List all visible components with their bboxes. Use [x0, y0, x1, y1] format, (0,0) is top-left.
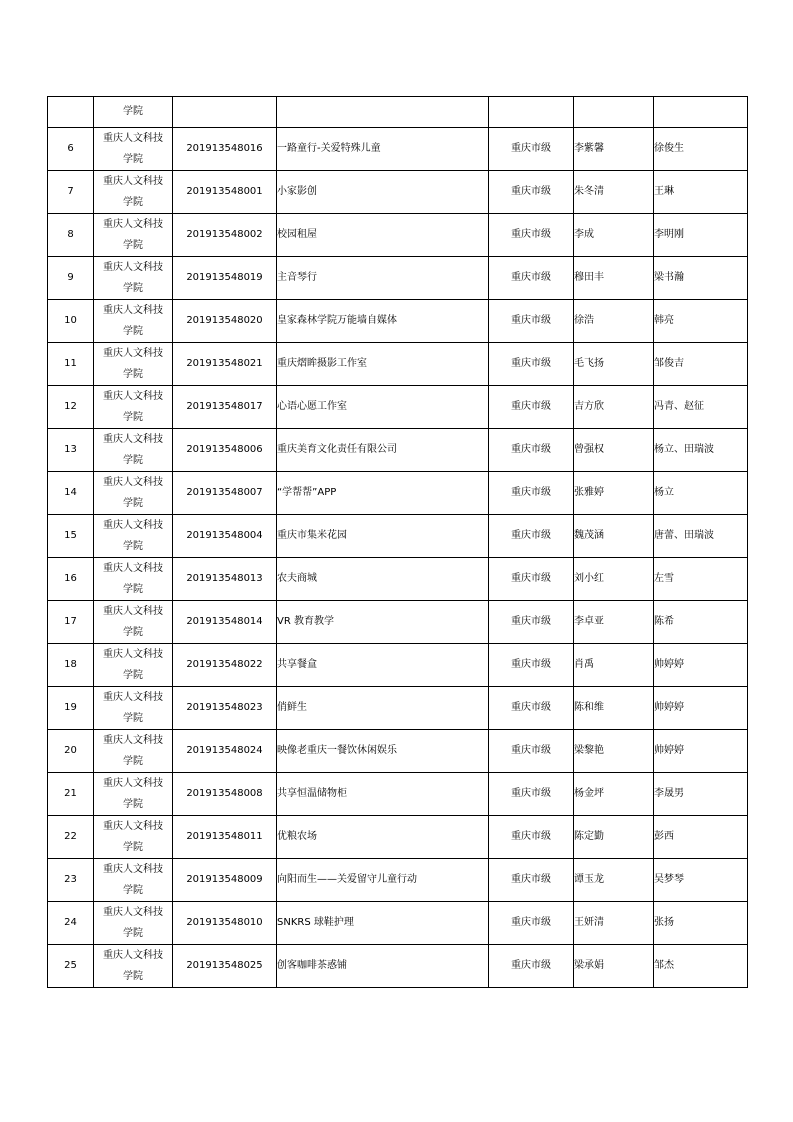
cell-advisor: 吴梦琴 — [654, 859, 748, 902]
cell-code: 201913548006 — [173, 429, 277, 472]
cell-school — [94, 97, 173, 128]
cell-leader: 李卓亚 — [574, 601, 654, 644]
cell-code: 201913548009 — [173, 859, 277, 902]
cell-project: 皇家森林学院万能墙自媒体 — [277, 300, 489, 343]
cell-project: VR 教育教学 — [277, 601, 489, 644]
cell-leader: 徐浩 — [574, 300, 654, 343]
cell-level: 重庆市级 — [489, 601, 574, 644]
school-line1: 重庆人文科技 — [103, 434, 163, 445]
cell-num: 24 — [48, 902, 94, 945]
school-line2: 学院 — [123, 971, 143, 982]
school-line2: 学院 — [123, 627, 143, 638]
cell-leader: 谭玉龙 — [574, 859, 654, 902]
cell-project: 创客咖啡茶惑铺 — [277, 945, 489, 988]
cell-advisor: 杨立 — [654, 472, 748, 515]
cell-code: 201913548014 — [173, 601, 277, 644]
school-line1: 重庆人文科技 — [103, 219, 163, 230]
school-line2: 学院 — [123, 197, 143, 208]
cell-leader: 杨金坪 — [574, 773, 654, 816]
cell-project: 重庆熠眸摄影工作室 — [277, 343, 489, 386]
school-line2: 学院 — [123, 106, 143, 117]
school-line1: 重庆人文科技 — [103, 649, 163, 660]
project-table-body — [48, 97, 748, 988]
school-line2: 学院 — [123, 240, 143, 251]
cell-num: 19 — [48, 687, 94, 730]
cell-leader: 毛飞扬 — [574, 343, 654, 386]
cell-project: 向阳而生——关爱留守儿童行动 — [277, 859, 489, 902]
cell-level: 重庆市级 — [489, 902, 574, 945]
school-line1: 重庆人文科技 — [103, 348, 163, 359]
cell-project: 主音琴行 — [277, 257, 489, 300]
table-row — [48, 859, 748, 902]
cell-num: 10 — [48, 300, 94, 343]
cell-school — [94, 601, 173, 644]
school-line2: 学院 — [123, 928, 143, 939]
table-row — [48, 300, 748, 343]
cell-advisor: 邹杰 — [654, 945, 748, 988]
cell-leader: 刘小红 — [574, 558, 654, 601]
cell-num: 14 — [48, 472, 94, 515]
cell-school — [94, 343, 173, 386]
cell-leader: 王妍清 — [574, 902, 654, 945]
cell-code: 201913548004 — [173, 515, 277, 558]
cell-project — [277, 97, 489, 128]
cell-level: 重庆市级 — [489, 515, 574, 558]
cell-num: 6 — [48, 128, 94, 171]
cell-level: 重庆市级 — [489, 859, 574, 902]
cell-code: 201913548019 — [173, 257, 277, 300]
cell-code: 201913548025 — [173, 945, 277, 988]
cell-level: 重庆市级 — [489, 816, 574, 859]
cell-school — [94, 171, 173, 214]
cell-code: 201913548013 — [173, 558, 277, 601]
cell-school — [94, 429, 173, 472]
cell-project: SNKRS 球鞋护理 — [277, 902, 489, 945]
school-line1: 重庆人文科技 — [103, 907, 163, 918]
cell-num: 16 — [48, 558, 94, 601]
cell-project: 农夫商城 — [277, 558, 489, 601]
school-line1: 重庆人文科技 — [103, 391, 163, 402]
table-row — [48, 343, 748, 386]
cell-school — [94, 214, 173, 257]
school-line2: 学院 — [123, 412, 143, 423]
cell-leader — [574, 97, 654, 128]
school-line2: 学院 — [123, 283, 143, 294]
cell-level: 重庆市级 — [489, 730, 574, 773]
cell-code: 201913548010 — [173, 902, 277, 945]
cell-num: 20 — [48, 730, 94, 773]
cell-project: 小家影创 — [277, 171, 489, 214]
cell-school — [94, 300, 173, 343]
cell-school — [94, 128, 173, 171]
cell-advisor: 彭西 — [654, 816, 748, 859]
cell-project: 重庆美育文化责任有限公司 — [277, 429, 489, 472]
school-line1: 重庆人文科技 — [103, 176, 163, 187]
cell-num: 25 — [48, 945, 94, 988]
cell-leader: 陈定勤 — [574, 816, 654, 859]
cell-advisor: 冯青、赵征 — [654, 386, 748, 429]
cell-project: 俏鲜生 — [277, 687, 489, 730]
table-row — [48, 171, 748, 214]
school-line1: 重庆人文科技 — [103, 692, 163, 703]
cell-advisor: 左雪 — [654, 558, 748, 601]
cell-num: 21 — [48, 773, 94, 816]
cell-school — [94, 773, 173, 816]
cell-code: 201913548008 — [173, 773, 277, 816]
cell-advisor: 帅婷婷 — [654, 644, 748, 687]
school-line1: 重庆人文科技 — [103, 821, 163, 832]
cell-level: 重庆市级 — [489, 644, 574, 687]
school-line2: 学院 — [123, 756, 143, 767]
cell-advisor: 邹俊吉 — [654, 343, 748, 386]
cell-school — [94, 472, 173, 515]
cell-advisor — [654, 97, 748, 128]
cell-project: 重庆市集米花园 — [277, 515, 489, 558]
table-row — [48, 257, 748, 300]
school-line1: 重庆人文科技 — [103, 778, 163, 789]
school-line2: 学院 — [123, 670, 143, 681]
cell-school — [94, 816, 173, 859]
cell-code: 201913548023 — [173, 687, 277, 730]
cell-num: 15 — [48, 515, 94, 558]
cell-advisor: 李晟男 — [654, 773, 748, 816]
table-row — [48, 386, 748, 429]
table-row — [48, 601, 748, 644]
cell-school — [94, 644, 173, 687]
cell-num: 11 — [48, 343, 94, 386]
cell-leader: 张雅婷 — [574, 472, 654, 515]
cell-school — [94, 859, 173, 902]
cell-advisor: 唐蕾、田瑞波 — [654, 515, 748, 558]
cell-advisor: 杨立、田瑞波 — [654, 429, 748, 472]
cell-level: 重庆市级 — [489, 429, 574, 472]
cell-code: 201913548020 — [173, 300, 277, 343]
school-line2: 学院 — [123, 885, 143, 896]
table-row — [48, 214, 748, 257]
cell-level — [489, 97, 574, 128]
cell-level: 重庆市级 — [489, 128, 574, 171]
school-line1: 重庆人文科技 — [103, 477, 163, 488]
continuation-row — [48, 97, 748, 128]
cell-project: 心语心愿工作室 — [277, 386, 489, 429]
cell-advisor: 李明刚 — [654, 214, 748, 257]
cell-leader: 朱冬清 — [574, 171, 654, 214]
project-table — [47, 96, 748, 988]
school-line1: 重庆人文科技 — [103, 606, 163, 617]
cell-code: 201913548024 — [173, 730, 277, 773]
cell-leader: 李成 — [574, 214, 654, 257]
cell-school — [94, 945, 173, 988]
cell-level: 重庆市级 — [489, 343, 574, 386]
cell-school — [94, 257, 173, 300]
table-row — [48, 730, 748, 773]
cell-level: 重庆市级 — [489, 171, 574, 214]
cell-project: 校园租屋 — [277, 214, 489, 257]
cell-level: 重庆市级 — [489, 558, 574, 601]
cell-project: 共享餐盒 — [277, 644, 489, 687]
cell-leader: 梁承娟 — [574, 945, 654, 988]
cell-num: 13 — [48, 429, 94, 472]
cell-advisor: 帅婷婷 — [654, 730, 748, 773]
cell-school — [94, 558, 173, 601]
cell-leader: 陈和维 — [574, 687, 654, 730]
table-row — [48, 902, 748, 945]
cell-advisor: 王琳 — [654, 171, 748, 214]
cell-school — [94, 730, 173, 773]
cell-leader: 穆田丰 — [574, 257, 654, 300]
cell-code: 201913548016 — [173, 128, 277, 171]
cell-advisor: 陈希 — [654, 601, 748, 644]
school-line1: 重庆人文科技 — [103, 563, 163, 574]
table-row — [48, 945, 748, 988]
cell-level: 重庆市级 — [489, 386, 574, 429]
table-row — [48, 472, 748, 515]
cell-leader: 梁黎艳 — [574, 730, 654, 773]
table-row — [48, 515, 748, 558]
cell-level: 重庆市级 — [489, 773, 574, 816]
cell-project: 共享恒温储物柜 — [277, 773, 489, 816]
cell-advisor: 帅婷婷 — [654, 687, 748, 730]
school-line1: 重庆人文科技 — [103, 305, 163, 316]
cell-project: 映像老重庆一餐饮休闲娱乐 — [277, 730, 489, 773]
cell-num: 22 — [48, 816, 94, 859]
cell-code: 201913548002 — [173, 214, 277, 257]
cell-advisor: 梁书瀚 — [654, 257, 748, 300]
cell-num — [48, 97, 94, 128]
school-line1: 重庆人文科技 — [103, 262, 163, 273]
cell-level: 重庆市级 — [489, 472, 574, 515]
school-line1: 重庆人文科技 — [103, 735, 163, 746]
school-line2: 学院 — [123, 799, 143, 810]
cell-advisor: 张扬 — [654, 902, 748, 945]
cell-leader: 魏茂涵 — [574, 515, 654, 558]
cell-num: 8 — [48, 214, 94, 257]
cell-num: 23 — [48, 859, 94, 902]
school-line2: 学院 — [123, 154, 143, 165]
cell-advisor: 韩亮 — [654, 300, 748, 343]
cell-num: 12 — [48, 386, 94, 429]
school-line1: 重庆人文科技 — [103, 133, 163, 144]
table-row — [48, 773, 748, 816]
cell-leader: 肖禹 — [574, 644, 654, 687]
cell-code: 201913548022 — [173, 644, 277, 687]
cell-leader: 曾强权 — [574, 429, 654, 472]
cell-code: 201913548001 — [173, 171, 277, 214]
table-row — [48, 429, 748, 472]
cell-level: 重庆市级 — [489, 687, 574, 730]
table-row — [48, 558, 748, 601]
school-line2: 学院 — [123, 584, 143, 595]
cell-level: 重庆市级 — [489, 300, 574, 343]
cell-code: 201913548021 — [173, 343, 277, 386]
table-row — [48, 816, 748, 859]
cell-advisor: 徐俊生 — [654, 128, 748, 171]
table-row — [48, 128, 748, 171]
cell-school — [94, 687, 173, 730]
cell-code — [173, 97, 277, 128]
cell-code: 201913548007 — [173, 472, 277, 515]
school-line2: 学院 — [123, 326, 143, 337]
school-line1: 重庆人文科技 — [103, 864, 163, 875]
table-row — [48, 687, 748, 730]
school-line2: 学院 — [123, 498, 143, 509]
school-line1: 重庆人文科技 — [103, 520, 163, 531]
cell-code: 201913548011 — [173, 816, 277, 859]
cell-school — [94, 386, 173, 429]
cell-leader: 吉方欣 — [574, 386, 654, 429]
school-line2: 学院 — [123, 369, 143, 380]
cell-level: 重庆市级 — [489, 214, 574, 257]
school-line2: 学院 — [123, 842, 143, 853]
cell-code: 201913548017 — [173, 386, 277, 429]
cell-project: 优粮农场 — [277, 816, 489, 859]
cell-project: 一路童行-关爱特殊儿童 — [277, 128, 489, 171]
cell-school — [94, 515, 173, 558]
table-row — [48, 644, 748, 687]
cell-num: 7 — [48, 171, 94, 214]
cell-level: 重庆市级 — [489, 945, 574, 988]
school-line2: 学院 — [123, 455, 143, 466]
cell-num: 18 — [48, 644, 94, 687]
cell-leader: 李紫馨 — [574, 128, 654, 171]
cell-project: “学帮帮”APP — [277, 472, 489, 515]
cell-school — [94, 902, 173, 945]
cell-num: 17 — [48, 601, 94, 644]
school-line1: 重庆人文科技 — [103, 950, 163, 961]
school-line2: 学院 — [123, 713, 143, 724]
school-line2: 学院 — [123, 541, 143, 552]
cell-num: 9 — [48, 257, 94, 300]
cell-level: 重庆市级 — [489, 257, 574, 300]
